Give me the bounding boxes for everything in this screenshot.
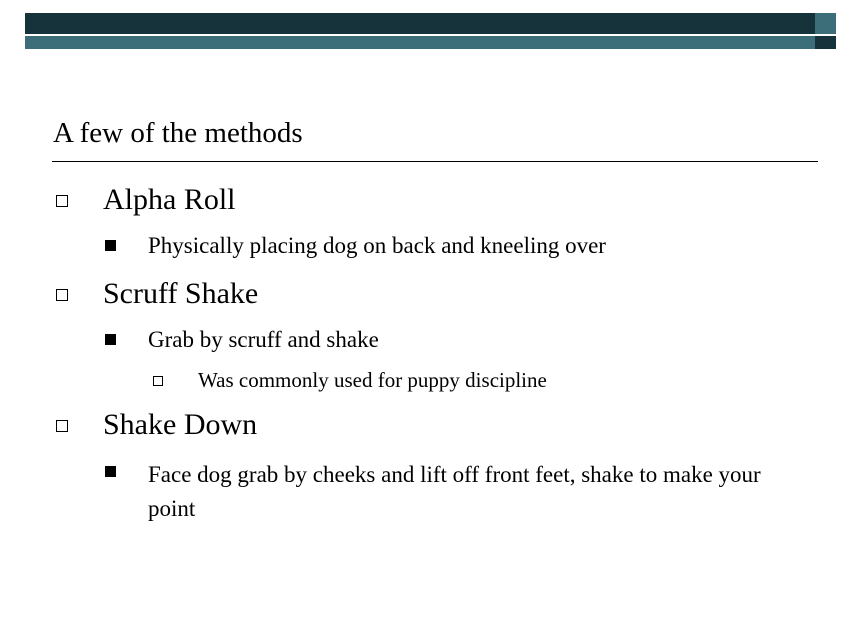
filled-square-bullet-icon — [105, 240, 116, 251]
bullet-alpha-roll: Alpha Roll — [103, 183, 236, 216]
hollow-square-bullet-icon — [56, 195, 68, 207]
bullet-scruff-shake: Scruff Shake — [103, 277, 259, 310]
slide-title: A few of the methods — [53, 117, 303, 149]
hollow-square-bullet-icon — [56, 289, 68, 301]
header-bar-top — [25, 13, 815, 34]
sub-sub-bullet-puppy-discipline: Was commonly used for puppy discipline — [198, 368, 547, 392]
hollow-square-bullet-icon — [56, 420, 68, 432]
filled-square-bullet-icon — [105, 334, 116, 345]
sub-bullet-shake-down-desc: Face dog grab by cheeks and lift off front feet, shake to make your point — [148, 462, 761, 521]
bullet-shake-down: Shake Down — [103, 408, 258, 441]
sub-bullet-scruff-shake-desc: Grab by scruff and shake — [148, 327, 379, 352]
filled-square-bullet-icon — [105, 466, 116, 477]
hollow-square-bullet-icon — [153, 376, 163, 386]
title-divider — [52, 161, 818, 162]
sub-bullet-alpha-roll-desc: Physically placing dog on back and kneeling over — [148, 233, 606, 258]
header-bar-bottom — [25, 36, 815, 49]
header-corner-square-bottom — [815, 36, 836, 49]
header-corner-square-top — [815, 13, 836, 34]
